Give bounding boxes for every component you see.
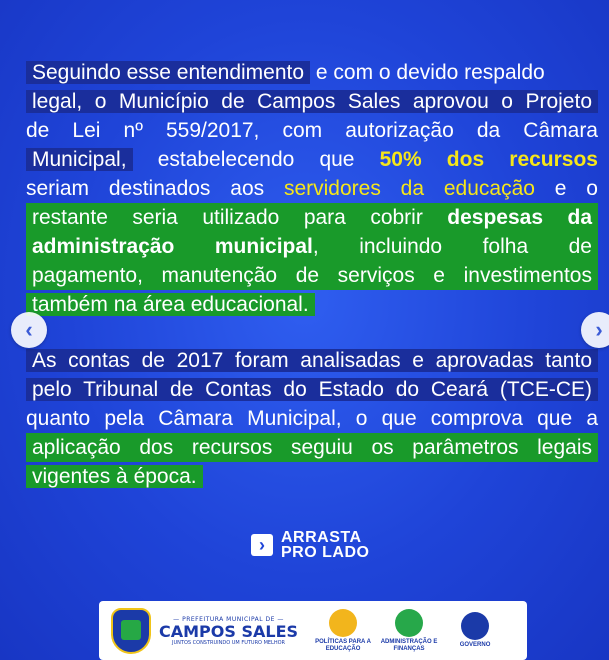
prefeitura-logo <box>159 616 298 646</box>
p2-text: quanto pela Câmara Municipal, o que comprova que a <box>26 407 598 430</box>
swipe-hint-text <box>281 530 369 560</box>
p1-text: Seguindo esse entendimento <box>26 61 310 84</box>
p1-bold-text: despesas da <box>447 206 592 229</box>
p1-text: pagamento, manutenção de serviços e investimentos <box>32 264 592 287</box>
p1-line-8 <box>26 261 598 290</box>
p2-text: pelo Tribunal de Contas do Estado do Ceará (TCE-CE) <box>26 378 598 401</box>
p1-line-7 <box>26 232 598 261</box>
prefeitura-slogan: JUNTOS CONSTRUINDO UM FUTURO MELHOR <box>172 639 286 646</box>
p1-text: seriam destinados aos <box>26 177 284 200</box>
p1-line-9 <box>26 290 598 319</box>
prefeitura-name: CAMPOS SALES <box>159 621 299 641</box>
p1-bold-text: administração municipal <box>32 235 313 258</box>
p1-line-1 <box>26 58 598 87</box>
swipe-hint <box>251 530 369 560</box>
arrow-right-icon: › <box>251 534 273 556</box>
prefeitura-label: — PREFEITURA MUNICIPAL DE — <box>173 615 284 623</box>
paragraph-1 <box>26 58 598 319</box>
p2-line-1 <box>26 346 598 375</box>
p1-text: e com o devido respaldo <box>310 61 545 84</box>
chevron-left-icon: ‹ <box>25 317 33 342</box>
p1-text: legal, o Município de Campos Sales aprovou o Projeto <box>26 90 598 113</box>
secretariat-label: GOVERNO <box>459 642 491 648</box>
p1-text: e o <box>534 177 598 200</box>
p1-line-3 <box>26 116 598 145</box>
education-secretariat-logo <box>314 609 372 653</box>
government-secretariat-logo <box>446 612 504 649</box>
p1-text: estabelecendo que <box>132 148 380 171</box>
p1-highlight-text: 50% dos recursos <box>379 148 598 171</box>
p1-line-5 <box>26 174 598 203</box>
p1-line-2 <box>26 87 598 116</box>
p2-text: As contas de 2017 foram analisadas e aprovadas tanto <box>26 349 598 372</box>
p1-text: restante seria utilizado para cobrir <box>32 206 448 229</box>
secretariat-label: ADMINISTRAÇÃO E FINANÇAS <box>380 638 438 652</box>
p1-line-4 <box>26 145 598 174</box>
p1-text: , incluindo folha de <box>312 235 592 258</box>
p2-line-5 <box>26 462 598 491</box>
p2-line-2 <box>26 375 598 404</box>
finance-icon <box>395 609 423 637</box>
p1-text: também na área educacional. <box>26 293 315 316</box>
government-icon <box>461 612 489 640</box>
p1-text: Municipal, <box>26 148 133 171</box>
p2-text: vigentes à época. <box>26 465 203 488</box>
p1-highlight-text: servidores da educação <box>283 177 535 200</box>
secretariat-label: POLÍTICAS PARA A EDUCAÇÃO <box>315 638 371 652</box>
swipe-line-2: PRO LADO <box>281 544 370 561</box>
chevron-right-icon: › <box>595 317 603 342</box>
education-icon <box>329 609 357 637</box>
swipe-line-1: ARRASTA <box>281 529 362 546</box>
p2-line-4 <box>26 433 598 462</box>
p1-line-6 <box>26 203 598 232</box>
footer-logo-bar <box>99 601 527 660</box>
paragraph-2 <box>26 346 598 491</box>
p2-line-3 <box>26 404 598 433</box>
municipal-coat-of-arms-logo <box>111 608 151 654</box>
previous-slide-button[interactable] <box>11 312 47 348</box>
next-slide-button[interactable] <box>581 312 609 348</box>
p1-text: de Lei nº 559/2017, com autorização da Câmara <box>26 119 598 142</box>
administration-secretariat-logo <box>380 609 438 653</box>
p2-text: aplicação dos recursos seguiu os parâmetros legais <box>32 436 592 459</box>
